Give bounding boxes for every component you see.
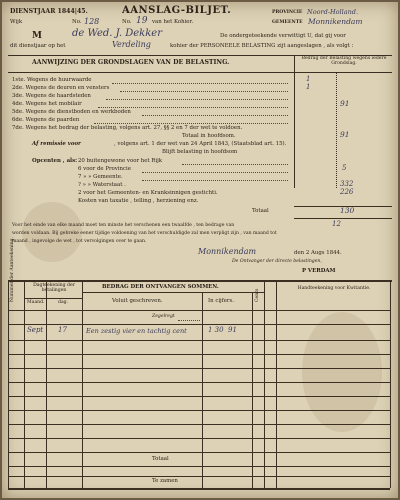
opcenten-1-label: 20 buitengewone voor het Rijk [78, 158, 163, 164]
signing-place: Monnikendam [198, 247, 257, 256]
zegelregt-label: Zegelregt [152, 314, 175, 319]
tax-assessment-form [2, 2, 398, 498]
rule [8, 466, 390, 467]
notice-amount: 12 [332, 220, 341, 228]
row1-dag: 17 [58, 326, 67, 334]
rule [8, 424, 390, 425]
signer-name: P VERDAM [302, 268, 336, 274]
item-3-label: 3de. Wegens de haardsteden [12, 93, 91, 99]
hoofdsom-value: 91 [340, 130, 350, 139]
col-bedrag: BEDRAG DER ONTVANGEN SOMMEN. [102, 284, 219, 290]
province-value: Noord-Holland. [307, 8, 359, 16]
table-bottom-rule [8, 488, 390, 490]
item-4-value: 91 [340, 99, 350, 108]
col-handteekening: Handteekening voor Kwitantie. [297, 286, 371, 291]
leader-dots [178, 320, 200, 321]
col-divider [82, 280, 83, 488]
rule [8, 324, 390, 325]
gemeente-value: Monnikendam [308, 17, 363, 26]
item-4-label: 4de. Wegens het mobilair [12, 101, 82, 107]
undersigned-text: De ondergeteekende verwittigt U, dat gij voor [220, 33, 346, 39]
total-label: Totaal [252, 208, 269, 214]
assessment-line-a: dit dienstjaar op het [10, 43, 66, 49]
item-6-label: 6de. Wegens de paarden [12, 117, 80, 123]
section-heading: AANWIJZING DER GRONDSLAGEN VAN DE BELASTING. [32, 59, 230, 66]
notice-line-3: maand , ingevolge de wet , tot vervolgingen over te gaan. [12, 239, 147, 244]
opcenten-3-label: 7 » » Gemeente. [78, 174, 123, 180]
hoofdsom-label: Totaal in hoofdsom. [182, 133, 236, 139]
gemeente-label: GEMEENTE [272, 20, 303, 25]
row1-cijfers: 1 30 [208, 326, 224, 334]
no-value: 128 [84, 17, 100, 26]
rule [8, 438, 390, 439]
rule [8, 396, 390, 397]
opcenten-label: Opcenten , als: [32, 158, 78, 164]
notice-line-2: worden voldaan. Bij gebreke eener tijdige voldoening van het verschuldigde zal men verpligt zijn , van maand tot [12, 231, 277, 236]
rule [8, 340, 390, 341]
opcenten-2-value: 5 [342, 164, 347, 172]
col-divider [24, 280, 25, 488]
total-value: 130 [340, 206, 355, 215]
opcenten-4-label: ? » » Waterstaat . [78, 182, 126, 188]
signer-title: De Ontvanger der directe belastingen, [232, 259, 322, 264]
m-label: M [32, 31, 42, 41]
kohier-suffix: van het Kohier. [152, 19, 194, 25]
col-dagteekening: Dagteekening der betalingen [33, 283, 75, 294]
assessment-line-b: kohier der PERSONEELE BELASTING zijt aangeslagen , als volgt : [170, 43, 354, 49]
kohier-no-label: No. [122, 19, 132, 25]
item-7-label: 7de. Wegens het bedrag der belasting, volgens art. 27, §§ 2 en 7 der wet te voldoen. [12, 125, 243, 131]
page-title: AANSLAG-BILJET. [122, 5, 232, 16]
kohier-no-value: 19 [136, 16, 148, 26]
item-1-value: 1 [306, 75, 311, 83]
opcenten-4-value: 332 [340, 180, 354, 188]
item-2-label: 2de. Wegens de deuren en vensters [12, 85, 110, 91]
remissie-text: , volgens art. 1 der wet van 24 April 1843, (Staatsblad art. 15). [114, 141, 287, 147]
col-divider [202, 292, 203, 488]
table-top-rule [8, 280, 392, 282]
rule [8, 368, 390, 369]
province-label: PROVINCIE [272, 10, 303, 15]
col-cents: Cents [255, 288, 260, 302]
rule [8, 452, 390, 453]
col-nummer: Nummer der Aanteekening. [10, 237, 15, 302]
col-voluit: Voluit geschreven. [112, 298, 163, 304]
item-2-value: 1 [306, 83, 311, 91]
col-maand: Maand. [27, 300, 45, 305]
rule [8, 382, 390, 383]
col-divider [46, 280, 47, 488]
col-dag: dag. [58, 300, 69, 305]
notice-line-1: Voor het einde van elke maand moet ten minste het verschenen een twaalfde , ten bedrage van [12, 223, 235, 228]
assessment-line-hw: Verdeling [112, 40, 151, 49]
table-border [8, 280, 9, 488]
row1-voluit: Een zestig vier en tachtig cent [86, 327, 187, 335]
opcenten-6-label: Kosten van taxatie , telling , herziening enz. [78, 198, 199, 204]
wijk-label: Wijk [10, 19, 23, 25]
blijft-label: Blijft belasting in hoofdsom [162, 149, 238, 155]
col-divider [264, 280, 265, 488]
fiscal-year: DIENSTJAAR 1844|45. [10, 8, 88, 15]
te-zamen-label: Te zamen [152, 478, 178, 484]
col-cijfers: In cijfers. [208, 298, 234, 304]
payment-table [2, 2, 398, 498]
remissie-label: Af remissie voor [32, 141, 81, 147]
item-5-label: 5de. Wegens de dienstboden en werkboden [12, 109, 131, 115]
rule [8, 410, 390, 411]
opcenten-2-label: 6 voor de Provincie [78, 166, 131, 172]
totaal-label: Totaal [152, 456, 169, 462]
table-border [390, 280, 391, 488]
row1-cents: 91 [228, 326, 237, 334]
col-divider [276, 280, 277, 488]
rule [24, 298, 82, 299]
opcenten-5-label: 2 voor het Gemeenten- en Kranksinnigen gestichti. [78, 190, 218, 196]
no-label: No. [72, 19, 82, 25]
side-heading: Bedrag der Belasting wegens iedere Grondslag. [301, 56, 387, 66]
signing-date: den 2 Augs 1844. [294, 250, 342, 256]
taxpayer-name: de Wed. J. Dekker [72, 28, 162, 39]
col-divider [252, 292, 253, 488]
row1-maand: Sept [27, 326, 44, 334]
rule [8, 354, 390, 355]
rule [82, 292, 264, 293]
opcenten-5-value: 226 [340, 188, 354, 196]
rule [8, 476, 390, 477]
item-1-label: 1ste. Wegens de huurwaarde [12, 77, 92, 83]
rule [8, 310, 390, 311]
